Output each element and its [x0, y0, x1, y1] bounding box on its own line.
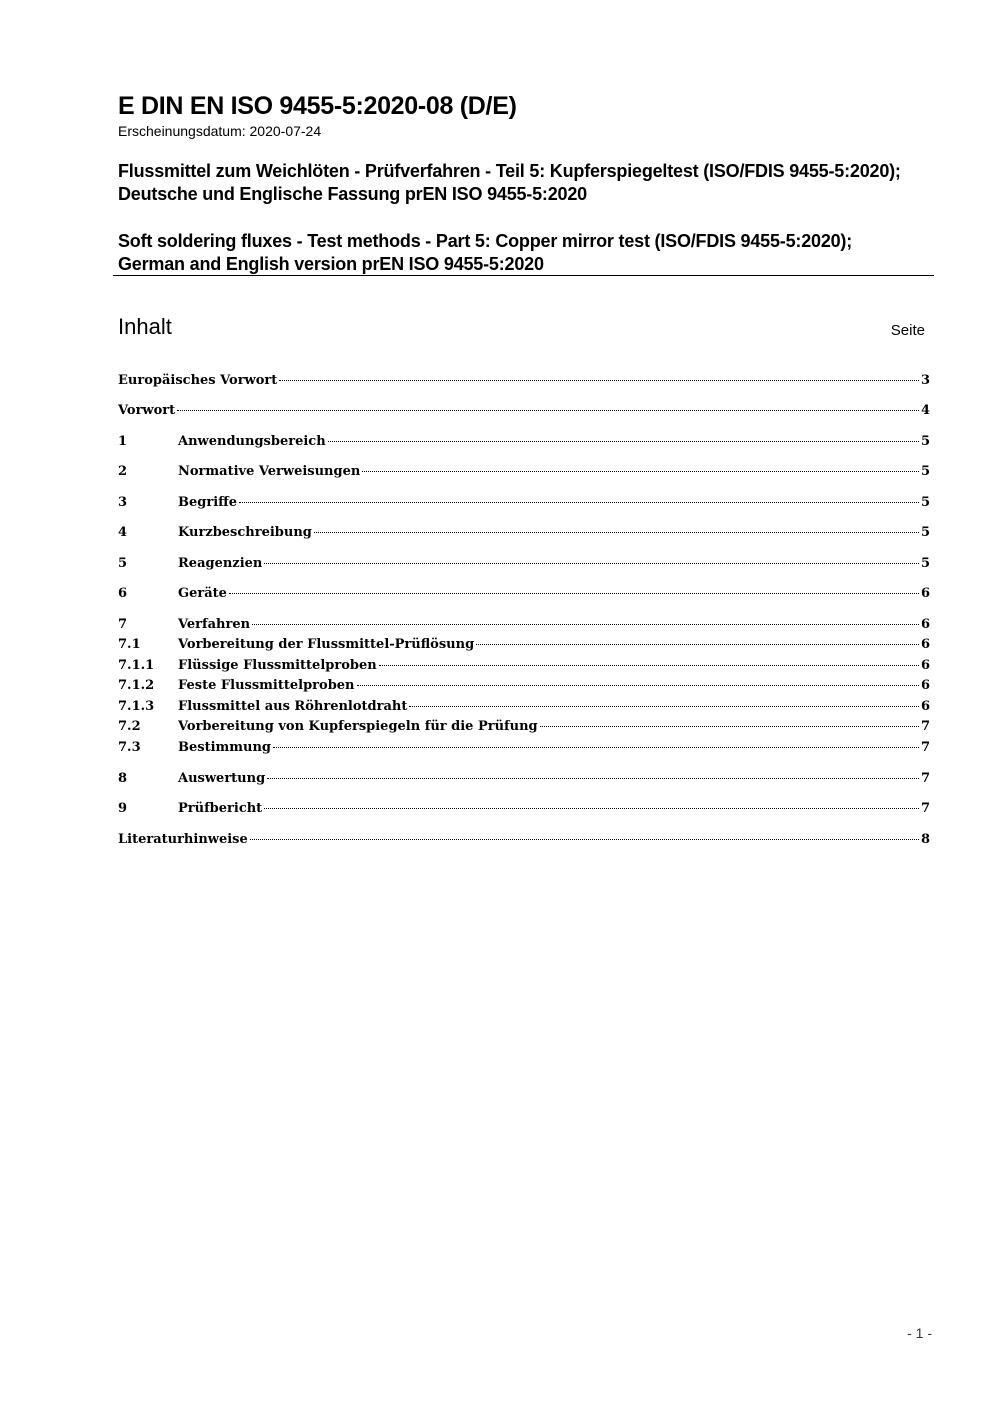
toc-leader-dots [409, 706, 919, 707]
toc-entry[interactable] [118, 831, 930, 849]
toc-leader-dots [362, 471, 919, 472]
toc-leader-dots [252, 624, 919, 625]
toc-leader-dots [314, 532, 919, 533]
toc-entry-number: 7 [118, 617, 128, 632]
toc-entry-page: 5 [920, 525, 930, 540]
toc-entry-page: 5 [920, 464, 930, 479]
toc-entry-number: 6 [118, 586, 128, 601]
toc-entry-number: 1 [118, 434, 128, 449]
toc-entry[interactable] [118, 698, 930, 716]
toc-leader-dots [264, 808, 919, 809]
toc-entry-number: 7.3 [118, 740, 141, 755]
document-id: E DIN EN ISO 9455-5:2020-08 (D/E) [118, 92, 517, 120]
toc-entry[interactable] [118, 718, 930, 736]
toc-entry[interactable] [118, 524, 930, 542]
toc-entry-title: Flussmittel aus Röhrenlotdraht [178, 699, 408, 714]
toc-entry-title: Vorbereitung der Flussmittel-Prüflösung [178, 637, 475, 652]
toc-leader-dots [264, 563, 919, 564]
toc-heading: Inhalt [118, 314, 172, 339]
toc-entry-title: Reagenzien [178, 556, 263, 571]
toc-entry-number: 7.2 [118, 719, 141, 734]
toc-entry-page: 7 [920, 801, 930, 816]
toc-entry-number: 8 [118, 771, 128, 786]
toc-entry[interactable] [118, 433, 930, 451]
toc-entry-title: Bestimmung [178, 740, 272, 755]
toc-entry-title: Vorbereitung von Kupferspiegeln für die Prüfung [178, 719, 538, 734]
toc-entry-title: Feste Flussmittelproben [178, 678, 355, 693]
toc-leader-dots [229, 593, 919, 594]
toc-entry-title: Verfahren [178, 617, 251, 632]
toc-entry-title: Begriffe [178, 495, 238, 510]
toc-leader-dots [267, 778, 919, 779]
toc-entry[interactable] [118, 463, 930, 481]
page-number: - 1 - [907, 1325, 932, 1341]
title-divider [113, 275, 934, 276]
toc-entry-page: 4 [920, 403, 930, 418]
toc-entry-page: 6 [920, 678, 930, 693]
toc-entry-number: 9 [118, 801, 128, 816]
toc-leader-dots [250, 839, 919, 840]
toc-entry-title: Kurzbeschreibung [178, 525, 312, 540]
toc-entry-number: 7.1.1 [118, 658, 155, 673]
toc-entry[interactable] [118, 677, 930, 695]
toc-page-label: Seite [890, 322, 925, 339]
title-english: Soft soldering fluxes - Test methods - Part 5: Copper mirror test (ISO/FDIS 9455-5:2020); German and English version prEN ISO 9455-5:2020 [118, 231, 853, 274]
toc-leader-dots [177, 410, 919, 411]
toc-entry-page: 5 [920, 556, 930, 571]
toc-entry-page: 6 [920, 699, 930, 714]
toc-entry[interactable] [118, 800, 930, 818]
toc-entry-title: Europäisches Vorwort [118, 373, 278, 388]
toc-entry[interactable] [118, 657, 930, 675]
toc-entry-title: Literaturhinweise [118, 832, 248, 847]
toc-entry[interactable] [118, 372, 930, 390]
toc-leader-dots [328, 441, 919, 442]
toc-entry[interactable] [118, 585, 930, 603]
toc-entry-page: 5 [920, 495, 930, 510]
toc-entry[interactable] [118, 636, 930, 654]
toc-leader-dots [273, 747, 919, 748]
toc-entry-title: Prüfbericht [178, 801, 263, 816]
toc-entry[interactable] [118, 555, 930, 573]
toc-entry-page: 7 [920, 740, 930, 755]
toc-entry-page: 7 [920, 719, 930, 734]
toc-leader-dots [279, 380, 919, 381]
toc-leader-dots [379, 665, 919, 666]
toc-entry-page: 3 [920, 373, 930, 388]
toc-entry-number: 7.1 [118, 637, 141, 652]
toc-entry-number: 5 [118, 556, 128, 571]
toc-entry-title: Flüssige Flussmittelproben [178, 658, 377, 673]
toc-entry-page: 7 [920, 771, 930, 786]
title-german: Flussmittel zum Weichlöten - Prüfverfahren - Teil 5: Kupferspiegeltest (ISO/FDIS 9455-5:2020); Deutsche und Englische Fassung prEN ISO 9455-5:2020 [118, 161, 901, 204]
toc-entry[interactable] [118, 616, 930, 634]
toc-leader-dots [239, 502, 919, 503]
toc-leader-dots [357, 685, 919, 686]
toc-entry-title: Anwendungsbereich [178, 434, 326, 449]
toc-entry-page: 6 [920, 586, 930, 601]
toc-entry-page: 5 [920, 434, 930, 449]
publication-date: Erscheinungsdatum: 2020-07-24 [118, 123, 322, 139]
toc-entry-title: Geräte [178, 586, 227, 601]
toc-entry-number: 3 [118, 495, 128, 510]
toc-entry-page: 6 [920, 637, 930, 652]
toc-entry-title: Auswertung [178, 771, 266, 786]
toc-entry-page: 6 [920, 617, 930, 632]
toc-entry[interactable] [118, 494, 930, 512]
toc-entry-number: 2 [118, 464, 128, 479]
toc-entry[interactable] [118, 739, 930, 757]
toc-entry[interactable] [118, 402, 930, 420]
toc-entry-page: 8 [920, 832, 930, 847]
toc-entry-number: 7.1.2 [118, 678, 155, 693]
toc-entry-number: 4 [118, 525, 128, 540]
toc-entry-title: Vorwort [118, 403, 176, 418]
toc-entry-title: Normative Verweisungen [178, 464, 361, 479]
toc-leader-dots [476, 644, 919, 645]
toc-leader-dots [540, 726, 919, 727]
toc-entry-number: 7.1.3 [118, 699, 155, 714]
toc-entry[interactable] [118, 770, 930, 788]
toc-entry-page: 6 [920, 658, 930, 673]
